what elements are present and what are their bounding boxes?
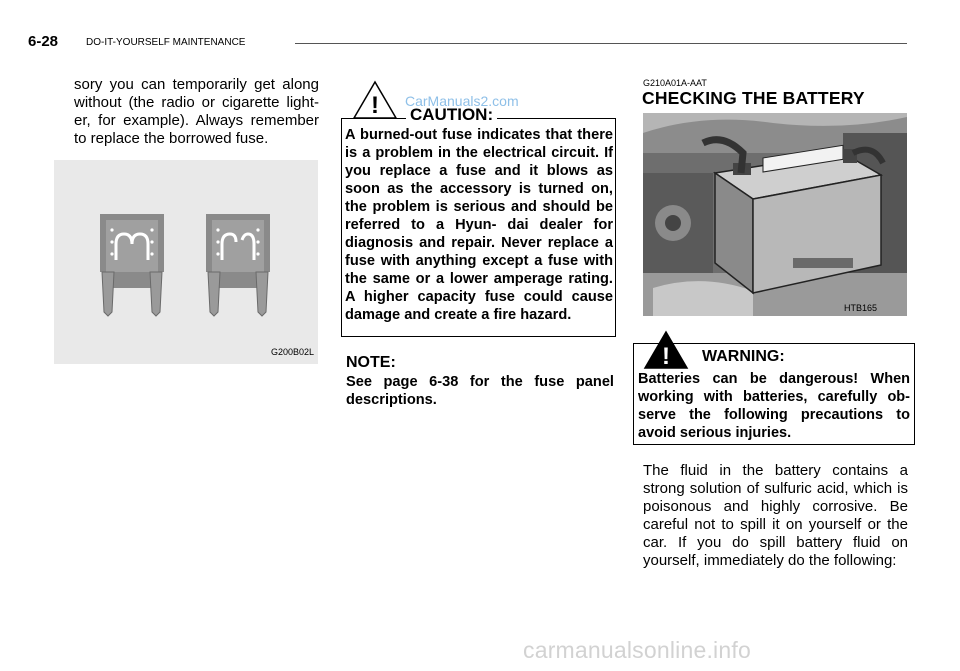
battery-figure-label: HTB165 (844, 303, 878, 313)
fuse-paragraph: sory you can temporarily get along without (the radio or cigarette light- er, for example). Always remember to replace the borrowed fuse. (74, 76, 319, 147)
page-number: 6-28 (28, 33, 59, 50)
fuse-figure-label: G200B02L (271, 347, 315, 357)
warning-text: Batteries can be dangerous! When working with batteries, carefully ob- serve the following precautions to avoid serious injuries. (638, 371, 910, 441)
fuse-right (206, 214, 270, 316)
fuse-left (100, 214, 164, 316)
fuses-drawing (54, 160, 318, 364)
section-title: DO-IT-YOURSELF MAINTENANCE (86, 37, 246, 48)
note-text: See page 6-38 for the fuse panel descriptions. (346, 374, 614, 408)
svg-text:!: ! (662, 343, 670, 370)
caution-icon (352, 80, 398, 125)
svg-text:!: ! (371, 92, 379, 119)
battery-drawing (643, 113, 907, 316)
battery-photo (643, 113, 907, 316)
header-rule (295, 43, 907, 44)
note-title: NOTE: (346, 354, 396, 371)
caution-text: A burned-out fuse indicates that there is a problem in the electrical circuit. If you replace a fuse and it blows as soon as the accessory is turned on, the problem is serious and should be referred to a Hyun- dai dealer for diagnosis and repair. Never replace a fuse with anything except a fuse with the same or a lower amperage rating. A higher capacity fuse could cause damage and create a fire hazard. (345, 127, 613, 323)
warning-icon (643, 330, 689, 375)
fuse-illustration (54, 160, 318, 364)
warning-title: WARNING: (702, 348, 785, 365)
top-watermark: CarManuals2.com (405, 93, 519, 109)
battery-section-title: CHECKING THE BATTERY (642, 88, 865, 108)
battery-paragraph: The fluid in the battery contains a strong solution of sulfuric acid, which is poisonous and highly corrosive. Be careful not to spill it on yourself or the car. If you do spill battery fluid on yourself, immediately do the following: (643, 462, 908, 569)
footer-watermark: carmanualsonline.info (523, 637, 751, 663)
caution-title: CAUTION: (406, 105, 497, 125)
section-code: G210A01A-AAT (643, 78, 707, 88)
